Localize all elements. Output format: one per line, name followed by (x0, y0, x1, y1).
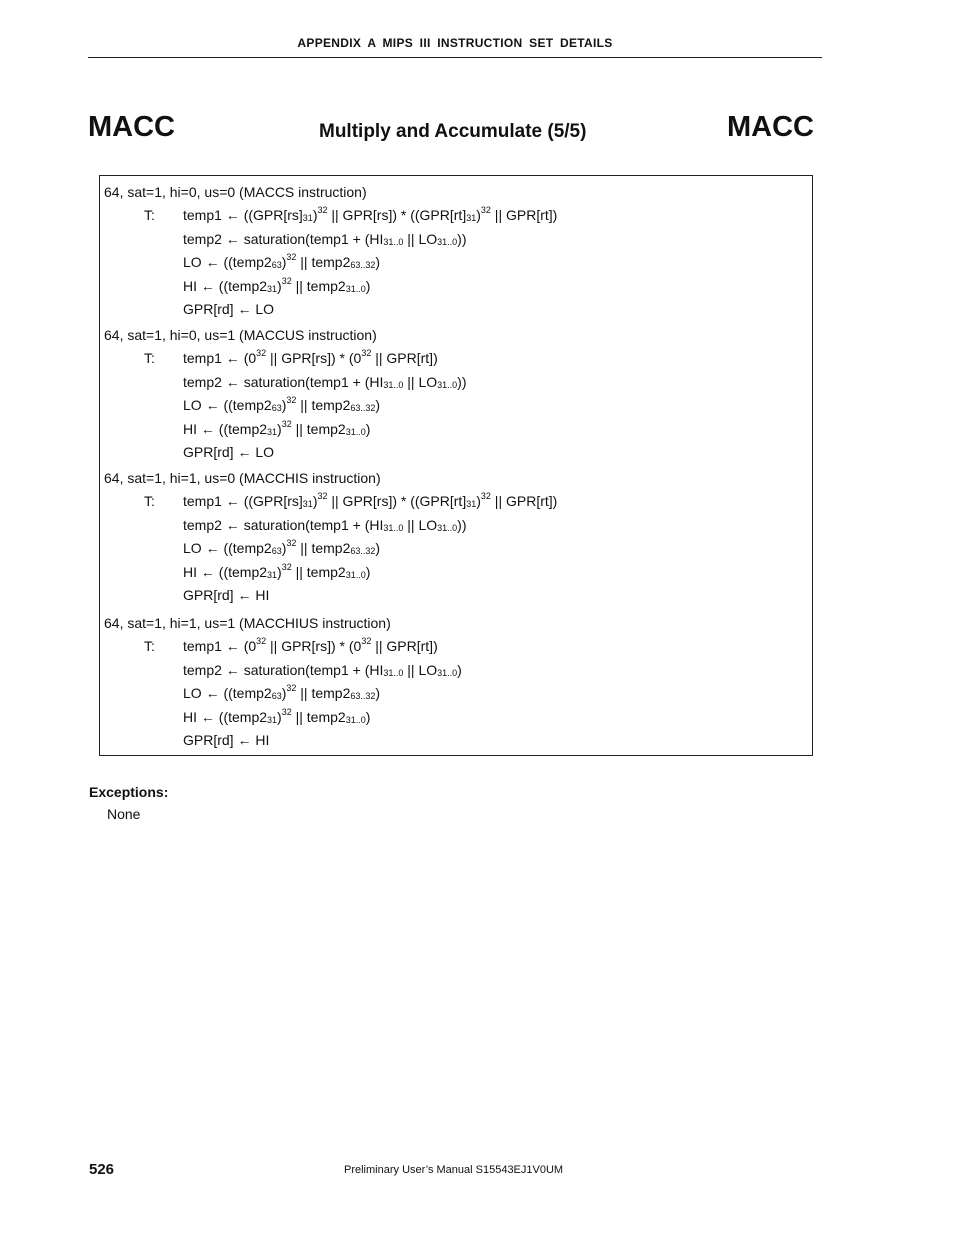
block-title-macchis: 64, sat=1, hi=1, us=0 (MACCHIS instruction) (104, 470, 381, 486)
running-header: APPENDIX A MIPS III INSTRUCTION SET DETAILS (297, 36, 613, 50)
mnemonic-left: MACC (88, 111, 175, 143)
exceptions-body: None (107, 806, 141, 822)
block-title-maccs: 64, sat=1, hi=0, us=0 (MACCS instruction) (104, 184, 367, 200)
op-line: temp2 ← saturation(temp1 + ($HI_{31..0}$ || $LO_{31..0}$)) (183, 231, 467, 247)
operation-box (99, 175, 813, 756)
op-line: temp1 ← ($(GPR[rs]_{31})^{32}$ || $GPR[rs]) * ((GPR[rt]_{31})^{32}$ || GPR[rt]) (183, 491, 558, 509)
exceptions-heading: Exceptions: (89, 784, 169, 800)
t-label: T: (144, 493, 155, 509)
op-line: temp1 ← ($0^{32}$ || $GPR[rs]) * (0^{32}$ || GPR[rt]) (183, 348, 438, 366)
op-line: GPR[rd] ← LO (183, 444, 275, 460)
page-title: Multiply and Accumulate (5/5) (319, 121, 587, 142)
op-line: temp1 ← ($0^{32}$ || $GPR[rs]) * (0^{32}$ || GPR[rt]) (183, 636, 438, 654)
op-line: LO ← ($(temp2_{63})^{32}$ || $temp2_{63..32}$) (183, 538, 381, 556)
op-line: LO ← ($(temp2_{63})^{32}$ || $temp2_{63..32}$) (183, 395, 381, 413)
op-line: HI ← ($(temp2_{31})^{32}$ || $temp2_{31..0}$) (183, 707, 371, 725)
op-line: GPR[rd] ← HI (183, 732, 270, 748)
mnemonic-right: MACC (727, 111, 814, 143)
op-line: temp1 ← ($(GPR[rs]_{31})^{32}$ || $GPR[rs]) * ((GPR[rt]_{31})^{32}$ || GPR[rt]) (183, 205, 558, 223)
page-number: 526 (89, 1161, 115, 1178)
footer-manual-ref: Preliminary User’s Manual S15543EJ1V0UM (344, 1164, 564, 1176)
op-line: HI ← ($(temp2_{31})^{32}$ || $temp2_{31..0}$) (183, 562, 371, 580)
op-line: temp2 ← saturation(temp1 + ($HI_{31..0}$ || $LO_{31..0}$)) (183, 517, 467, 533)
t-label: T: (144, 638, 155, 654)
op-line: temp2 ← saturation(temp1 + ($HI_{31..0}$ || $LO_{31..0}$) (183, 662, 462, 678)
op-line: GPR[rd] ← LO (183, 301, 275, 317)
header-rule (88, 57, 822, 58)
op-line: GPR[rd] ← HI (183, 587, 270, 603)
block-title-macchius: 64, sat=1, hi=1, us=1 (MACCHIUS instruction) (104, 615, 391, 631)
op-line: LO ← ($(temp2_{63})^{32}$ || $temp2_{63..32}$) (183, 683, 381, 701)
op-line: HI ← ($(temp2_{31})^{32}$ || $temp2_{31..0}$) (183, 276, 371, 294)
t-label: T: (144, 350, 155, 366)
t-label: T: (144, 207, 155, 223)
block-title-maccus: 64, sat=1, hi=0, us=1 (MACCUS instruction) (104, 327, 377, 343)
op-line: temp2 ← saturation(temp1 + ($HI_{31..0}$ || $LO_{31..0}$)) (183, 374, 467, 390)
op-line: LO ← ($(temp2_{63})^{32}$ || $temp2_{63..32}$) (183, 252, 381, 270)
op-line: HI ← ($(temp2_{31})^{32}$ || $temp2_{31..0}$) (183, 419, 371, 437)
